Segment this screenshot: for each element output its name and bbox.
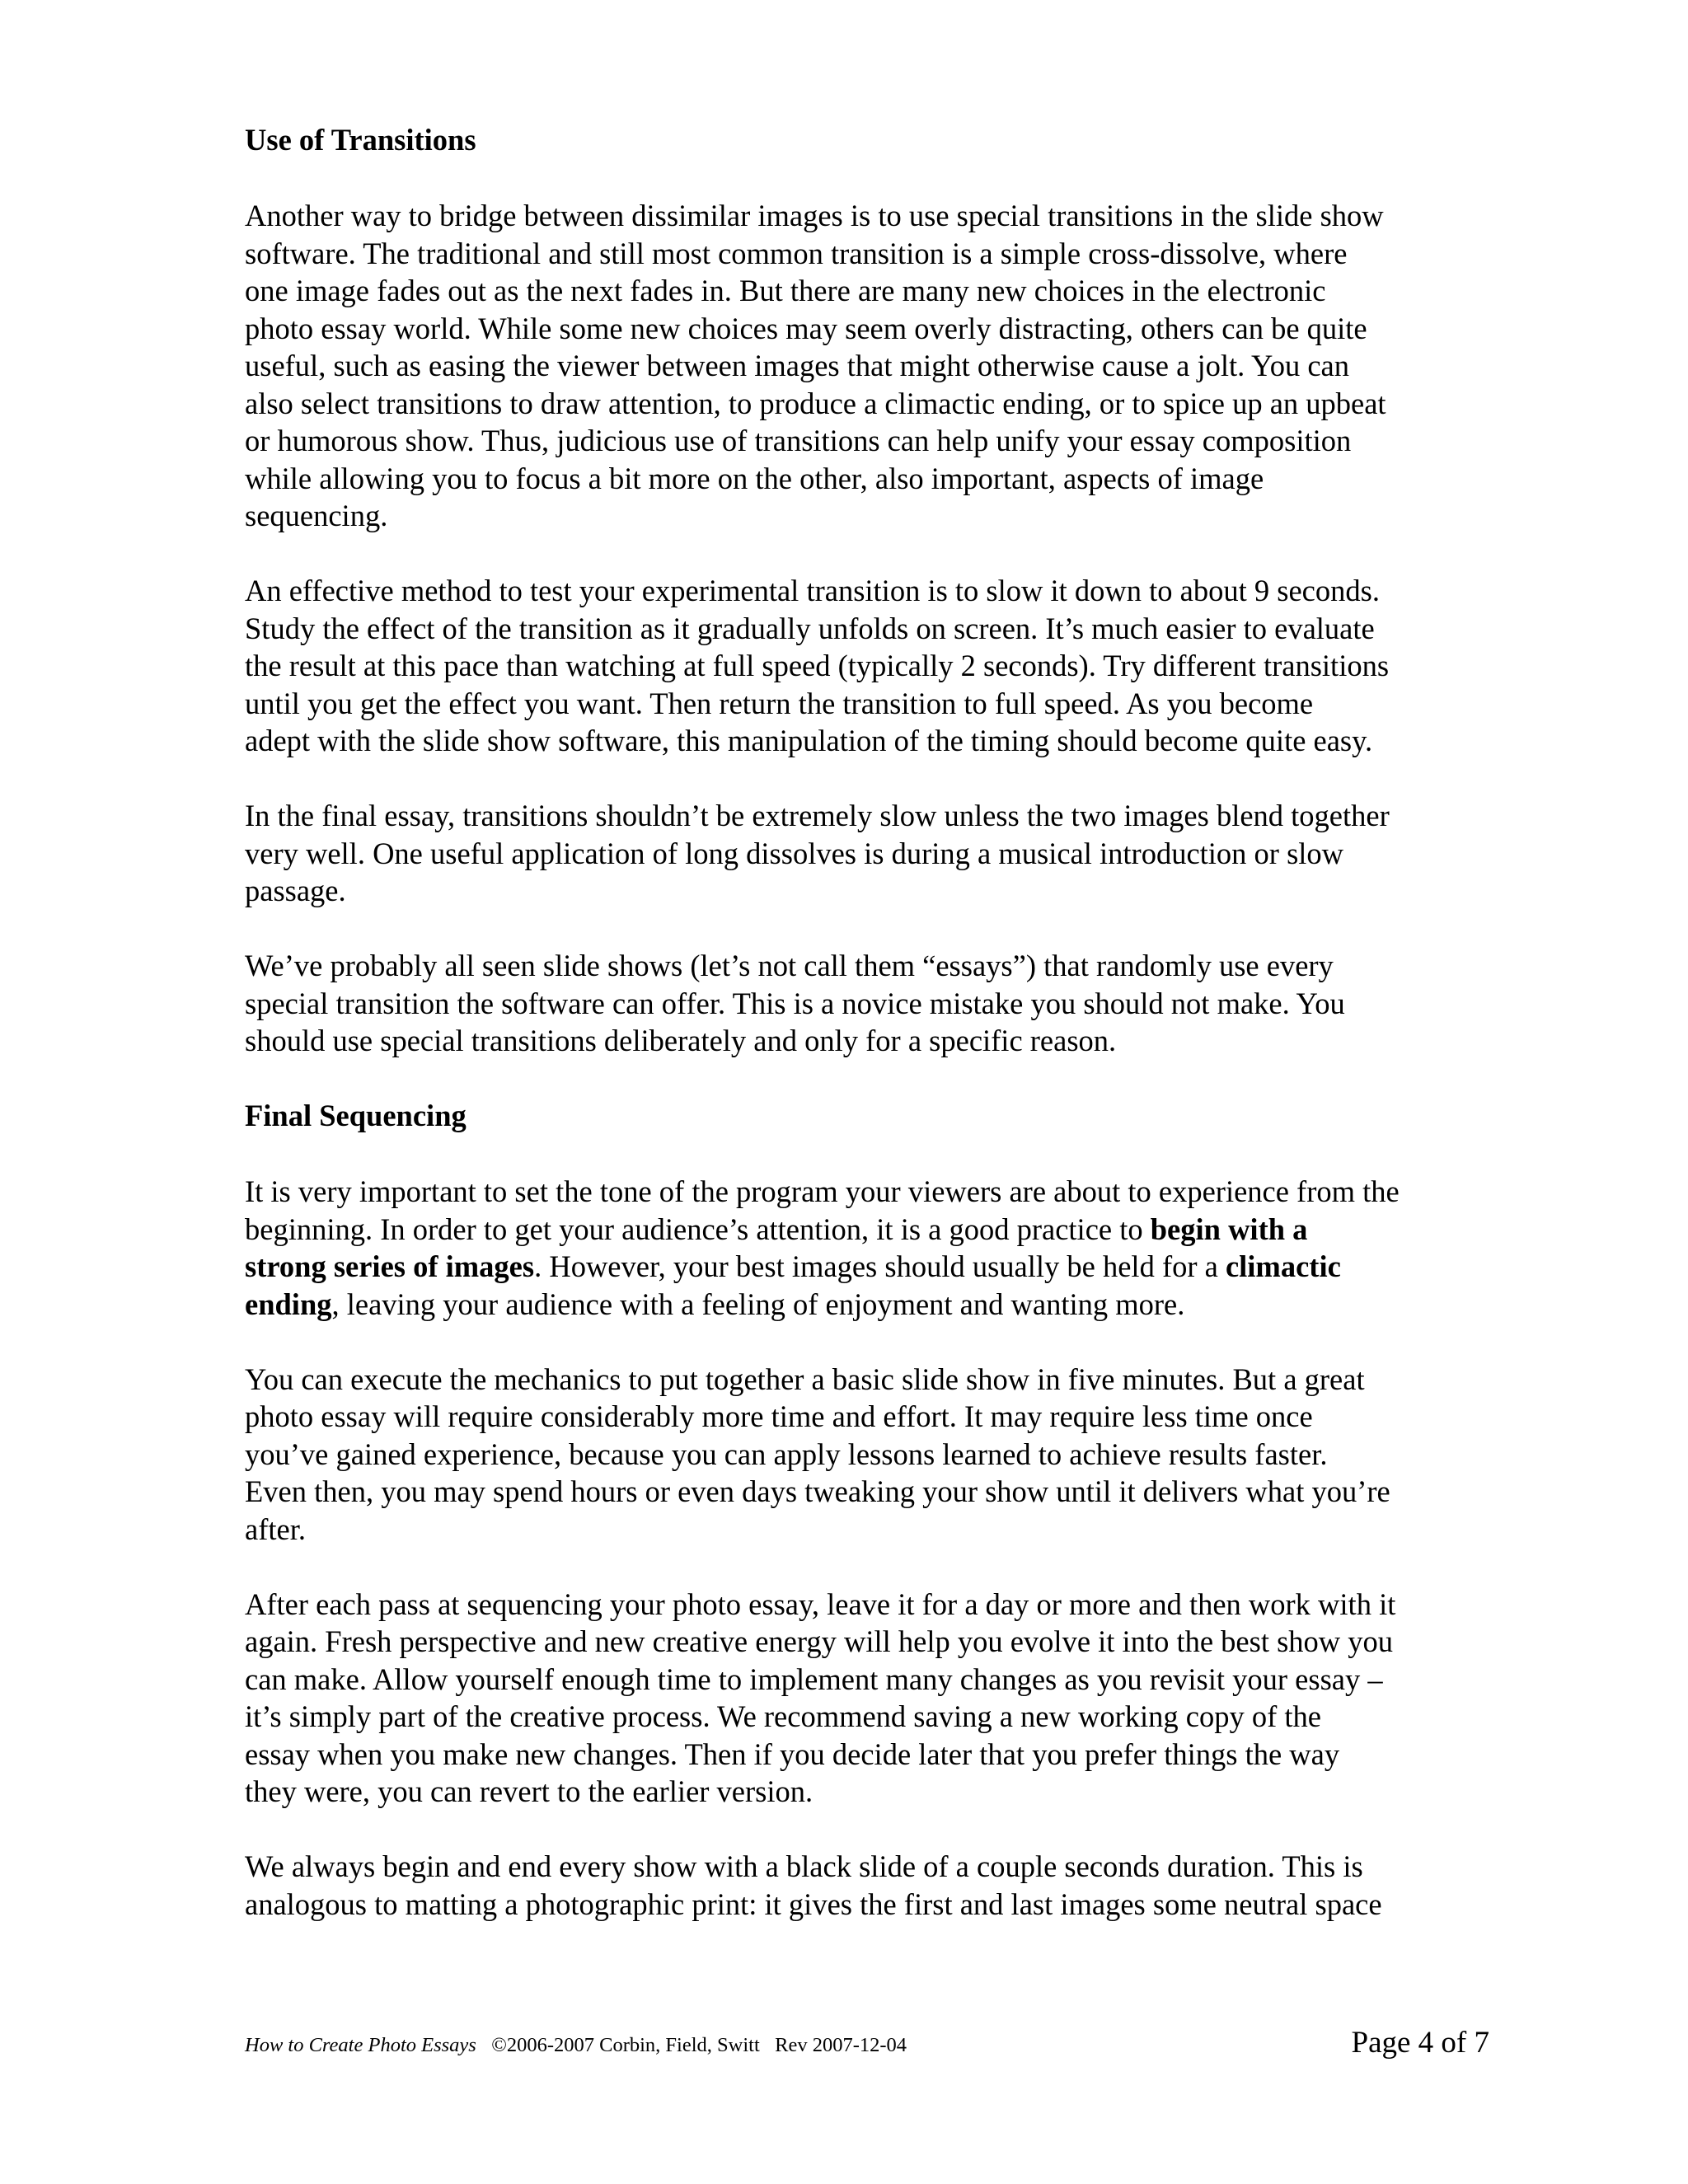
text-line: After each pass at sequencing your photo essay, leave it for a day or more and then work with it <box>245 1586 1396 1621</box>
text-line: while allowing you to focus a bit more on the other, also important, aspects of image <box>245 461 1264 495</box>
footer-citation <box>245 2034 907 2057</box>
paragraph-transitions-intro <box>245 197 1506 535</box>
text-line: photo essay world. While some new choices may seem overly distracting, others can be quite <box>245 311 1367 345</box>
text-line: An effective method to test your experimental transition is to slow it down to about 9 seconds. <box>245 574 1380 607</box>
emphasis-ending: ending <box>245 1286 332 1321</box>
paragraph-black-slide <box>245 1848 1506 1923</box>
text-line: In the final essay, transitions shouldn’t be extremely slow unless the two images blend together <box>245 799 1390 832</box>
emphasis-begin-strong: begin with a <box>1150 1212 1308 1246</box>
text-line: very well. One useful application of long dissolves is during a musical introduction or slow <box>245 836 1344 870</box>
text-line: can make. Allow yourself enough time to implement many changes as you revisit your essay – <box>245 1661 1383 1696</box>
text-line: the result at this pace than watching at full speed (typically 2 seconds). Try different transitions <box>245 649 1390 682</box>
text-line: you’ve gained experience, because you can apply lessons learned to achieve results faster. <box>245 1436 1328 1471</box>
text-run: beginning. In order to get your audience’s attention, it is a good practice to <box>245 1212 1151 1246</box>
footer-copyright: ©2006-2007 Corbin, Field, Switt Rev 2007-12-04 <box>476 2034 907 2056</box>
text-line: We always begin and end every show with a black slide of a couple seconds duration. This is <box>245 1849 1363 1883</box>
text-line: should use special transitions deliberately and only for a specific reason. <box>245 1024 1117 1057</box>
heading-final-sequencing: Final Sequencing <box>245 1099 467 1132</box>
text-line: also select transitions to draw attention, to produce a climactic ending, or to spice up an upbeat <box>245 386 1386 420</box>
text-line: useful, such as easing the viewer between images that might otherwise cause a jolt. You can <box>245 349 1350 382</box>
text-line: passage. <box>245 874 346 907</box>
page-footer <box>245 2021 1489 2062</box>
text-line: software. The traditional and still most common transition is a simple cross-dissolve, where <box>245 236 1348 270</box>
text-line: or humorous show. Thus, judicious use of transitions can help unify your essay composition <box>245 424 1352 457</box>
text-line: photo essay will require considerably more time and effort. It may require less time once <box>245 1399 1313 1433</box>
text-line: We’ve probably all seen slide shows (let’s not call them “essays”) that randomly use every <box>245 949 1334 982</box>
paragraph-novice-mistake <box>245 947 1506 1060</box>
paragraph-mechanics <box>245 1361 1506 1549</box>
page-number: Page 4 of 7 <box>1351 2026 1489 2060</box>
text-line: again. Fresh perspective and new creative energy will help you evolve it into the best show you <box>245 1624 1394 1658</box>
heading-use-of-transitions: Use of Transitions <box>245 123 476 157</box>
text-run: . However, your best images should usually be held for a <box>534 1249 1226 1283</box>
emphasis-strong-series: strong series of images <box>245 1249 535 1283</box>
text-line: adept with the slide show software, this manipulation of the timing should become quite easy. <box>245 724 1373 757</box>
paragraph-test-transition <box>245 572 1506 760</box>
text-line: after. <box>245 1511 306 1546</box>
text-line: Study the effect of the transition as it gradually unfolds on screen. It’s much easier to evaluate <box>245 611 1375 645</box>
text-line: analogous to matting a photographic print: it gives the first and last images some neutral space <box>245 1886 1382 1921</box>
text-line: essay when you make new changes. Then if you decide later that you prefer things the way <box>245 1736 1340 1771</box>
text-line: one image fades out as the next fades in. But there are many new choices in the electronic <box>245 274 1326 307</box>
text-line: sequencing. <box>245 499 388 532</box>
text-line: Even then, you may spend hours or even days tweaking your show until it delivers what you’re <box>245 1474 1390 1508</box>
text-line: You can execute the mechanics to put together a basic slide show in five minutes. But a great <box>245 1361 1365 1396</box>
text-line <box>245 1211 1506 1249</box>
emphasis-climactic: climactic <box>1225 1249 1341 1283</box>
text-line: until you get the effect you want. Then return the transition to full speed. As you become <box>245 686 1314 720</box>
footer-doc-title: How to Create Photo Essays <box>245 2034 476 2056</box>
text-line: special transition the software can offer. This is a novice mistake you should not make. You <box>245 986 1345 1020</box>
text-line <box>245 1286 1506 1324</box>
text-run: , leaving your audience with a feeling of enjoyment and wanting more. <box>331 1286 1185 1321</box>
text-line: it’s simply part of the creative process. We recommend saving a new working copy of the <box>245 1699 1321 1733</box>
text-line <box>245 1248 1506 1286</box>
text-line: It is very important to set the tone of the program your viewers are about to experience from the <box>245 1174 1400 1208</box>
paragraph-final-essay-speed <box>245 797 1506 910</box>
text-line: Another way to bridge between dissimilar images is to use special transitions in the slide show <box>245 199 1384 232</box>
paragraph-each-pass <box>245 1586 1506 1811</box>
document-body <box>245 121 1506 1961</box>
text-line: they were, you can revert to the earlier version. <box>245 1774 814 1808</box>
paragraph-set-the-tone <box>245 1173 1506 1323</box>
